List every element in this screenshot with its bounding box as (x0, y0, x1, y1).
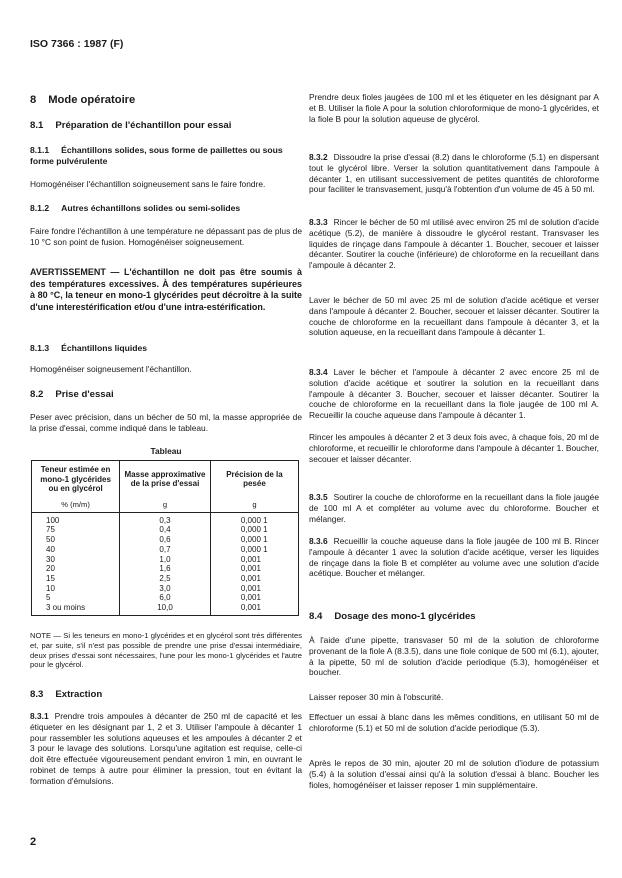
page-number: 2 (30, 836, 37, 848)
sample-mass-table (31, 460, 299, 616)
table-cell: 0,4 (120, 525, 211, 535)
table-row (32, 535, 299, 545)
table-cell: 1,0 (120, 555, 211, 565)
table-cell: 0,6 (120, 535, 211, 545)
table-cell: 0,000 1 (210, 535, 298, 545)
table-title: Tableau (150, 446, 182, 456)
section-number: 8 (30, 94, 37, 106)
section-title: Préparation de l'échantillon pour essai (55, 120, 232, 131)
paragraph-laver: Laver le bécher de 50 ml avec 25 ml de solution d'acide acétique et verser dans l'ampoule à décanter 2. Boucher, secouer et laisser décanter. Soutirer la couche de chloroforme en la recueillant dans l'ampoule à décanter 3, et la solution aqueuse, en la recueillant dans l'ampoule à décanter 1. (309, 295, 599, 338)
unit-cell: g (120, 498, 211, 513)
clause-number: 8.3.6 (309, 536, 328, 546)
table-row (32, 545, 299, 555)
paragraph-8-4-b: Laisser reposer 30 min à l'obscurité. (309, 692, 444, 702)
clause-text: Prendre trois ampoules à décanter de 250 ml de capacité et les étiqueter en les désignant par 1, 2 et 3. Utiliser l'ampoule à décanter 1 pour rassembler les solutions aqueuses et les ampoules à décanter 2 et 3 pour le lavage des solutions. Lorsqu'une agitation est requise, celle-ci doit être effectuée vigoureusement pendant environ 1 min, en ouvrant le robinet de temps à autre pour éliminer la pression, tout en évitant la formation d'émulsions. (30, 711, 302, 786)
paragraph-8-1-1: Homogénéiser l'échantillon soigneusement sans le faire fondre. (30, 179, 266, 189)
section-8-heading (30, 94, 135, 106)
table-cell: 75 (32, 525, 120, 535)
paragraph-8-1-3: Homogénéiser soigneusement l'échantillon. (30, 364, 192, 374)
unit-cell: g (210, 498, 298, 513)
table-cell: 30 (32, 555, 120, 565)
table-cell: 0,000 1 (210, 512, 298, 525)
clause-text: Rincer le bécher de 50 ml utilisé avec environ 25 ml de solution d'acide acétique (5.2), de manière à dissoudre le glycérol restant. Transvaser les liquides de rinçage dans l'ampoule à décanter 1. Boucher, secouer et laisser décanter. Soutirer la couche (inférieure) de chloroforme en la recueillant dans l'ampoule à décanter 2. (309, 217, 599, 271)
clause-number: 8.3.3 (309, 217, 328, 227)
section-number: 8.1 (30, 120, 44, 131)
section-number: 8.1.1 (30, 145, 50, 155)
section-title: Prise d'essai (55, 389, 114, 400)
section-number: 8.1.3 (30, 343, 50, 353)
table-header-row (32, 461, 299, 498)
paragraph-fioles: Prendre deux fioles jaugées de 100 ml et les étiqueter en les désignant par A et B. Utiliser la fiole A pour la solution chloroformique de mono-1 glycérides, et la fiole B pour la solution aqueuse de glycérol. (309, 92, 599, 124)
table-row (32, 564, 299, 574)
section-title: Mode opératoire (48, 94, 136, 106)
clause-number: 8.3.2 (309, 152, 328, 162)
table-cell: 6,0 (120, 593, 211, 603)
section-8-1-3-heading (30, 343, 147, 354)
table-cell: 3,0 (120, 584, 211, 594)
table-cell: 0,000 1 (210, 545, 298, 555)
paragraph-8-3-5 (309, 492, 599, 524)
section-8-1-1-heading (30, 145, 302, 167)
paragraph-8-3-4 (309, 367, 599, 421)
section-8-2-heading (30, 389, 114, 400)
table-cell: 100 (32, 512, 120, 525)
table-cell: 10,0 (120, 603, 211, 615)
section-number: 8.3 (30, 689, 44, 700)
table-row (32, 555, 299, 565)
section-title: Extraction (55, 689, 103, 700)
section-8-1-2-heading (30, 203, 240, 214)
table-cell: 0,7 (120, 545, 211, 555)
section-8-4-heading (309, 611, 476, 622)
section-title: Dosage des mono-1 glycérides (334, 611, 476, 622)
paragraph-8-3-3 (309, 217, 599, 271)
table-cell: 0,001 (210, 555, 298, 565)
column-header: Précision de la pesée (210, 461, 298, 498)
paragraph-8-3-1 (30, 711, 302, 787)
table-unit-row (32, 498, 299, 513)
section-number: 8.1.2 (30, 203, 50, 213)
clause-number: 8.3.4 (309, 367, 328, 377)
paragraph-8-2: Peser avec précision, dans un bécher de 50 ml, la masse appropriée de la prise d'essai, comme indiqué dans le tableau. (30, 412, 302, 433)
paragraph-8-4-d: Après le repos de 30 min, ajouter 20 ml de solution d'iodure de potassium (5.4) à la solution d'essai ainsi qu'à la solution d'essai à blanc. Boucher les fioles, homogénéiser et laisser reposer 1 min supplémentaire. (309, 758, 599, 790)
clause-text: Laver le bécher et l'ampoule à décanter 2 avec encore 25 ml de solution d'acide acétique et soutirer la solution en la recueillant dans l'ampoule à décanter 3. Boucher, secouer et laisser décanter. Soutirer la couche de chloroforme en la recueillant dans la fiole jaugée de 100 ml A. Recueillir la couche aqueuse dans l'ampoule à décanter 1. (309, 367, 599, 421)
section-number: 8.2 (30, 389, 44, 400)
document-header: ISO 7366 : 1987 (F) (30, 38, 124, 50)
column-header: Masse approximative de la prise d'essai (120, 461, 211, 498)
clause-number: 8.3.5 (309, 492, 328, 502)
section-title: Échantillons liquides (61, 343, 148, 353)
section-8-3-heading (30, 689, 102, 700)
table-cell: 1,6 (120, 564, 211, 574)
table-cell: 40 (32, 545, 120, 555)
table-cell: 0,001 (210, 603, 298, 615)
table-row (32, 525, 299, 535)
paragraph-rincer: Rincer les ampoules à décanter 2 et 3 deux fois avec, à chaque fois, 20 ml de chloroforme, et recueillir le chloroforme dans l'ampoule à décanter 1. Boucher, secouer et laisser décanter. (309, 432, 599, 464)
paragraph-8-1-2: Faire fondre l'échantillon à une température ne dépassant pas de plus de 10 °C son point de fusion. Homogénéiser soigneusement. (30, 226, 302, 247)
table-cell: 0,001 (210, 564, 298, 574)
paragraph-8-4-c: Effectuer un essai à blanc dans les mêmes conditions, en utilisant 50 ml de chloroforme (5.1) et 50 ml de solution d'acide periodique (5.3). (309, 712, 599, 733)
clause-number: 8.3.1 (30, 711, 49, 721)
table-cell: 3 ou moins (32, 603, 120, 615)
table-cell: 0,3 (120, 512, 211, 525)
section-8-1-heading (30, 120, 231, 131)
table-cell: 15 (32, 574, 120, 584)
table-cell: 50 (32, 535, 120, 545)
table-cell: 0,001 (210, 593, 298, 603)
table-cell: 10 (32, 584, 120, 594)
table-row (32, 574, 299, 584)
paragraph-8-3-6 (309, 536, 599, 579)
table-cell: 5 (32, 593, 120, 603)
table-cell: 0,001 (210, 574, 298, 584)
section-title: Autres échantillons solides ou semi-solides (61, 203, 241, 213)
column-header: Teneur estimée en mono-1 glycérides ou en glycérol (32, 461, 120, 498)
unit-cell: % (m/m) (32, 498, 120, 513)
clause-text: Recueillir la couche aqueuse dans la fiole jaugée de 100 ml B. Rincer l'ampoule à décanter 1 avec la solution d'acide acétique, verser les liquides de rinçage dans la fiole B et compléter au volume avec une solution d'acide acétique. Boucher et mélanger. (309, 536, 599, 579)
table-row (32, 593, 299, 603)
paragraph-8-4-a: À l'aide d'une pipette, transvaser 50 ml de la solution de chloroforme provenant de la fiole A (8.3.5), dans une fiole conique de 500 ml (6.1), ajouter, à la pipette, 50 ml de solution d'acide periodique (5.3), homogénéiser et boucher. (309, 635, 599, 678)
section-number: 8.4 (309, 611, 323, 622)
table-note: NOTE — Si les teneurs en mono-1 glycérides et en glycérol sont très différentes et, par suite, s'il n'est pas possible de prendre une prise d'essai intermédiaire, deux prises d'essai sont nécessaires, l'une pour les mono-1 glycérides et l'autre pour le glycérol. (30, 631, 302, 670)
table-cell: 2,5 (120, 574, 211, 584)
table-cell: 20 (32, 564, 120, 574)
clause-text: Soutirer la couche de chloroforme en la recueillant dans la fiole jaugée de 100 ml A et compléter au volume avec du chloroforme. Boucher et mélanger. (309, 492, 599, 524)
section-title: Échantillons solides, sous forme de paillettes ou sous forme pulvérulente (30, 145, 283, 166)
table-cell: 0,001 (210, 584, 298, 594)
table-row (32, 584, 299, 594)
warning-paragraph: AVERTISSEMENT — L'échantillon ne doit pas être soumis à des températures excessives. À des températures supérieures à 80 °C, la teneur en mono-1 glycérides peut décroître à la suite d'une interestérification et/ou d'une intra-estérification. (30, 267, 302, 312)
table-row (32, 603, 299, 615)
clause-text: Dissoudre la prise d'essai (8.2) dans le chloroforme (5.1) en dispersant tout le glycérol libre. Verser la solution quantitativement dans l'ampoule à décanter 1, en utilisant successivement de petites quantités de chloroforme pour faciliter le transvasement, jusqu'à l'obtention d'un volume de 45 à 50 ml. (309, 152, 599, 195)
table-cell: 0,000 1 (210, 525, 298, 535)
table-row (32, 512, 299, 525)
paragraph-8-3-2 (309, 152, 599, 195)
